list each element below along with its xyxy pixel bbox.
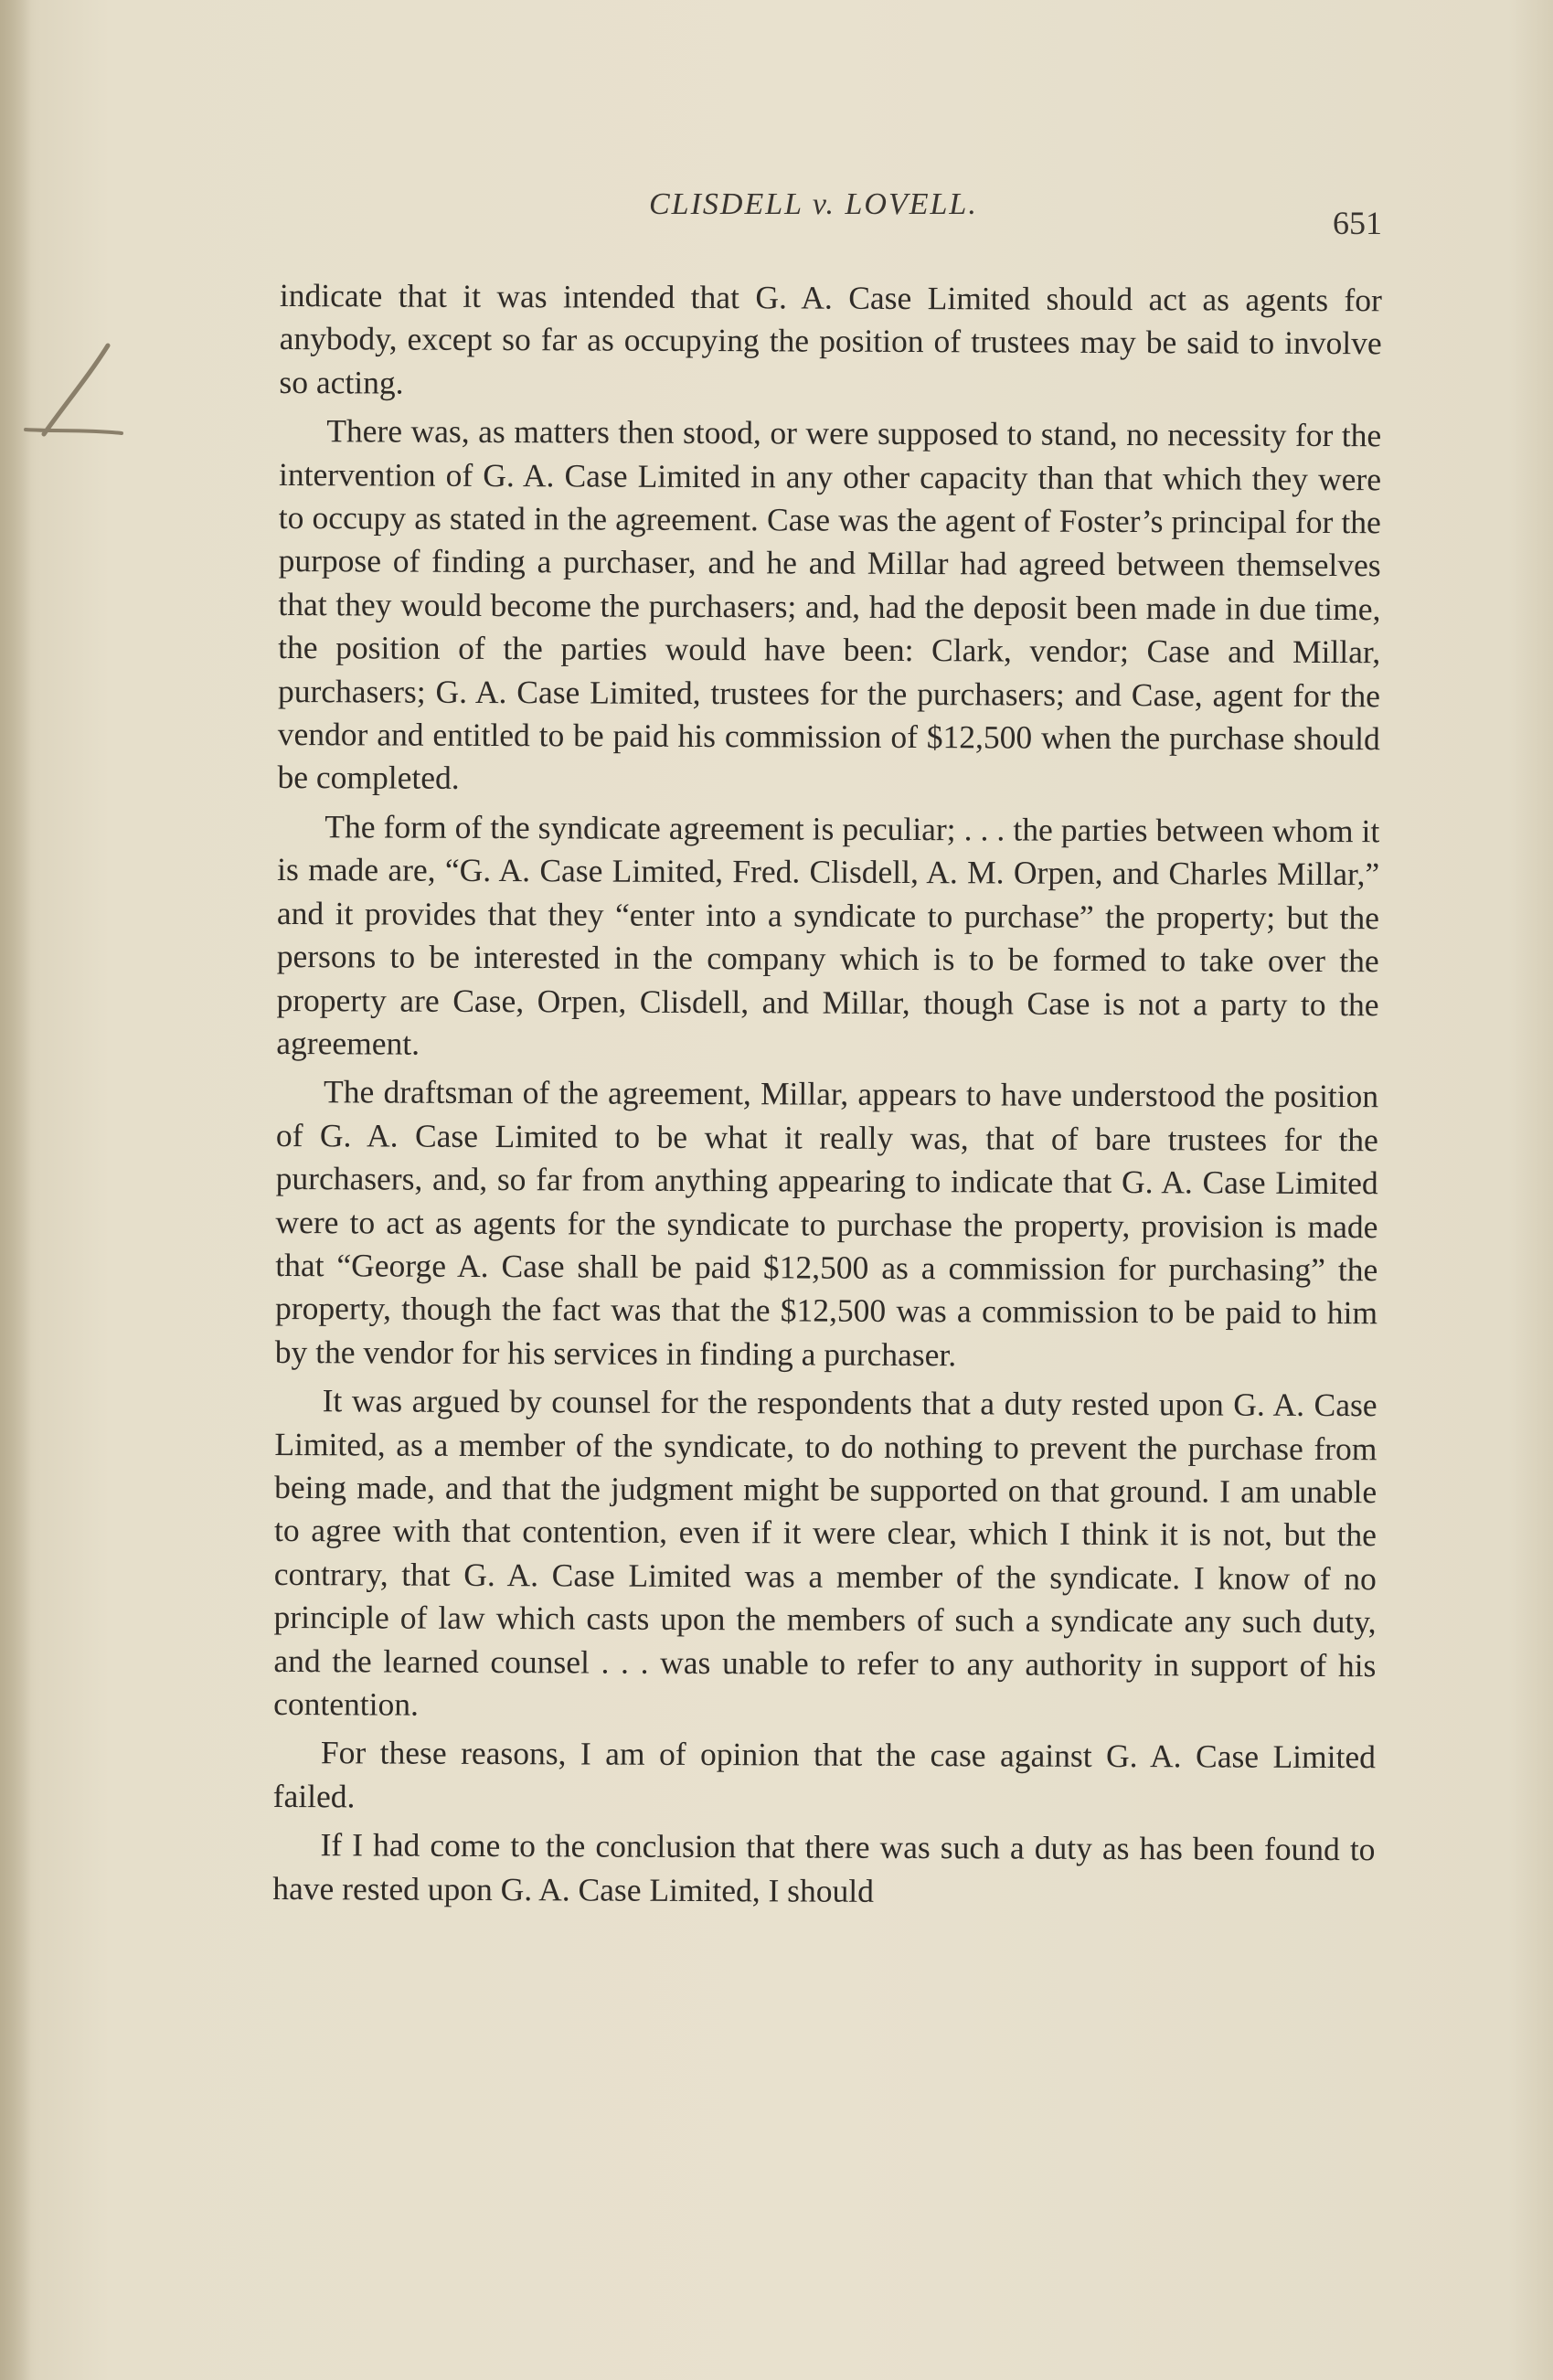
page-number: 651	[1333, 205, 1382, 241]
paragraph: If I had come to the conclusion that there was such a duty as has been found to have rested upon G. A. Case Limited, I should	[272, 1826, 1376, 1909]
running-title: CLISDELL v. LOVELL.	[649, 187, 978, 221]
paragraph: The form of the syndicate agreement is peculiar; . . . the parties between whom it is made are, “G. A. Case Limited, Fred. Clisdell, A. M. Orpen, and Charles Millar,” and it provides that they “enter into a syndicate to purchase” the property; but the persons to be interested in the company which is to be formed to take over the property are Case, Orpen, Clisdell, and Millar, though Case is not a party to the agreement.	[276, 808, 1380, 1062]
paragraph: It was argued by counsel for the respondents that a duty rested upon G. A. Case Limited, as a member of the syndicate, to do nothing to prevent the purchase from being made, and that the judgment might be supported on that ground. I am unable to agree with that contention, even if it were clear, which I think it is not, but the contrary, that G. A. Case Limited was a member of the syndicate. I know of no principle of law which casts upon the members of such a syndicate any such duty, and the learned counsel . . . was unable to refer to any authority in support of his contention.	[273, 1382, 1377, 1723]
paragraph: There was, as matters then stood, or were supposed to stand, no necessity for the intervention of G. A. Case Limited in any other capacity than that which they were to occupy as stated in the agreement. Case was the agent of Foster’s principal for the purpose of finding a purchaser, and he and Millar had agreed between themselves that they would become the purchasers; and, had the deposit been made in due time, the position of the parties would have been: Clark, vendor; Case and Millar, purchasers; G. A. Case Limited, trustees for the purchasers; and Case, agent for the vendor and entitled to be paid his commission of $12,500 when the purchase should be completed.	[277, 412, 1382, 797]
paragraph: For these reasons, I am of opinion that the case against G. A. Case Limited failed.	[272, 1734, 1377, 1815]
paragraph-continued: indicate that it was intended that G. A. Case Limited should act as agents for anybody, except so far as occupying the position of trustees may be said to involve so acting.	[279, 276, 1382, 401]
body-text	[272, 274, 1382, 1920]
page-header	[274, 187, 1382, 242]
pencil-margin-mark-icon	[16, 338, 126, 448]
paragraph: The draftsman of the agreement, Millar, appears to have understood the position of G. A. Case Limited to be what it really was, that of bare trustees for the purchasers, and, so far from anything appearing to indicate that G. A. Case Limited were to act as agents for the syndicate to purchase the property, provision is made that “George A. Case shall be paid $12,500 as a commission for purchasing” the property, though the fact was that the $12,500 was a commission to be paid to him by the vendor for his services in finding a purchaser.	[274, 1073, 1379, 1373]
